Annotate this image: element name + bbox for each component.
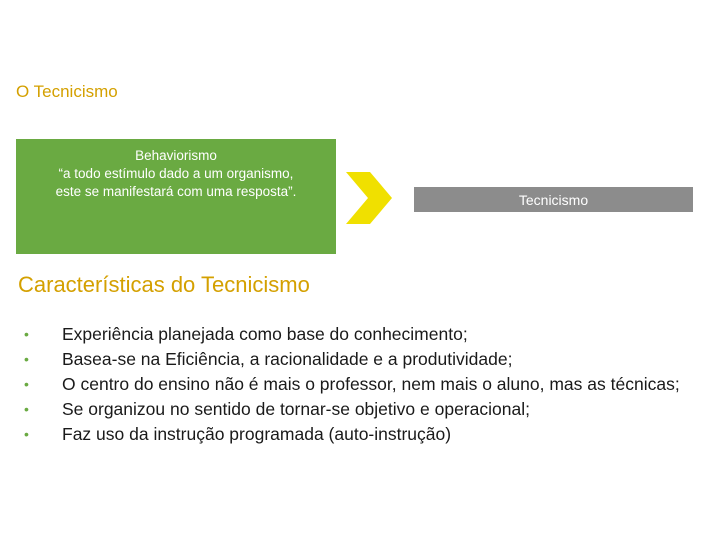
section-heading: Características do Tecnicismo xyxy=(18,272,310,297)
tecnicismo-box: Tecnicismo xyxy=(414,187,693,212)
behaviorismo-quote-line-1: “a todo estímulo dado a um organismo, xyxy=(58,166,294,181)
list-item: • Faz uso da instrução programada (auto-instrução) xyxy=(22,422,698,447)
list-item: • Se organizou no sentido de tornar-se objetivo e operacional; xyxy=(22,397,698,422)
behaviorismo-quote-line-2: este se manifestará com uma resposta”. xyxy=(55,184,297,199)
behaviorismo-label: Behaviorismo xyxy=(135,148,217,163)
list-item: • Basea-se na Eficiência, a racionalidade e a produtividade; xyxy=(22,347,698,372)
list-item: • Experiência planejada como base do conhecimento; xyxy=(22,322,698,347)
bullet-icon: • xyxy=(24,351,29,367)
bullet-icon: • xyxy=(24,376,29,392)
page-title: O Tecnicismo xyxy=(16,82,118,101)
list-item: • O centro do ensino não é mais o professor, nem mais o aluno, mas as técnicas; xyxy=(22,372,698,397)
bullet-icon: • xyxy=(24,426,29,442)
characteristics-list xyxy=(22,322,698,447)
behaviorismo-box xyxy=(16,139,336,254)
chevron-right-icon xyxy=(346,172,392,224)
bullet-icon: • xyxy=(24,326,29,342)
bullet-icon: • xyxy=(24,401,29,417)
